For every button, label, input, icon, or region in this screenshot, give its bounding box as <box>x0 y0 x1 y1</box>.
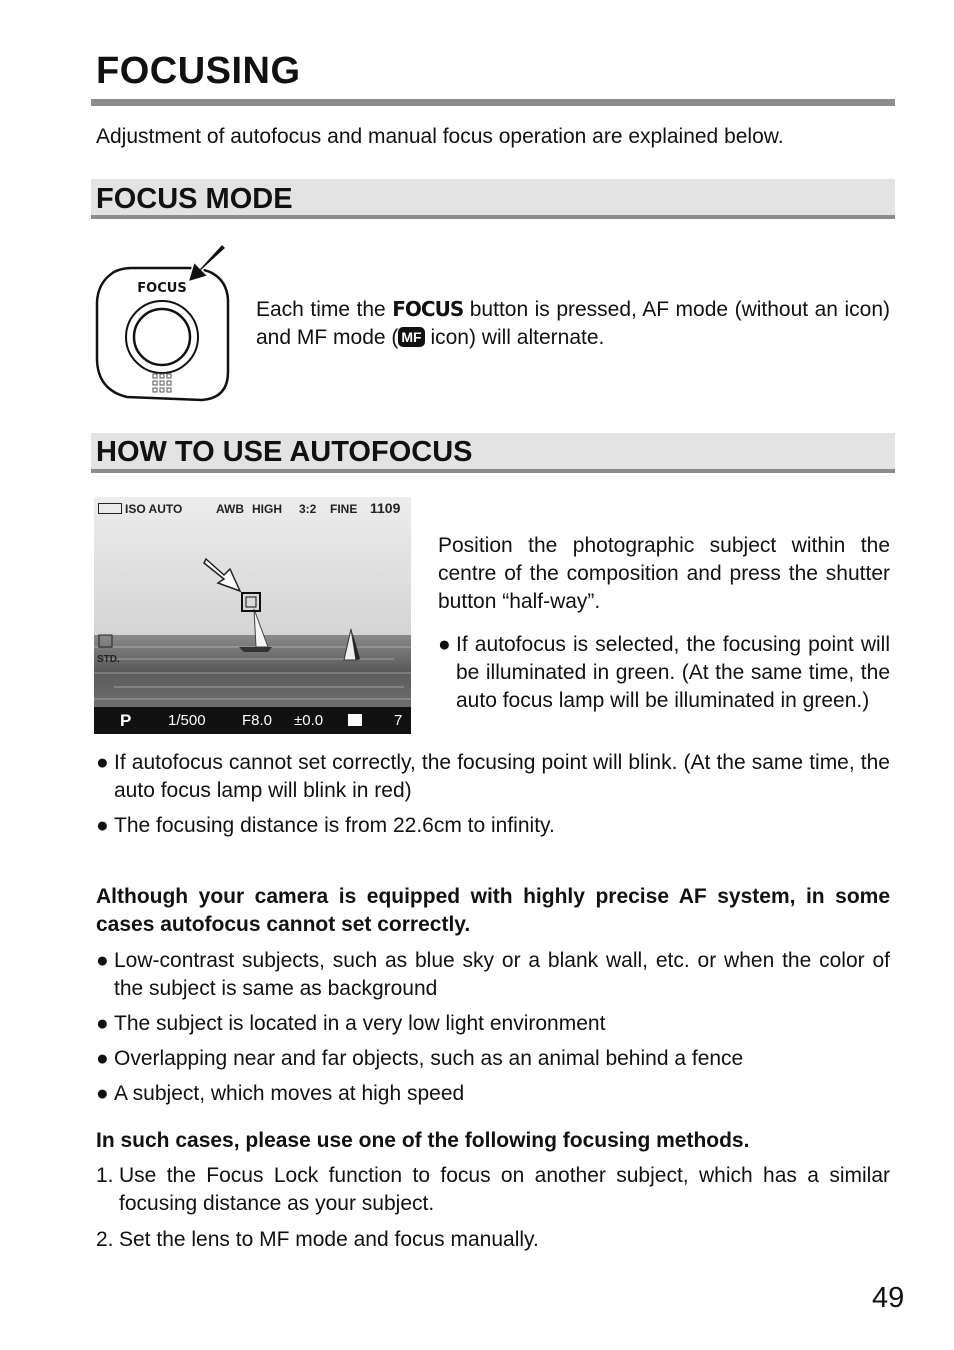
method-item: 1. Use the Focus Lock function to focus on another subject, which has a similar focusing distance as your subject. <box>96 1164 890 1215</box>
arrow-icon <box>188 244 226 282</box>
camera-lcd-illustration <box>94 497 411 734</box>
focus-button-illustration <box>92 240 234 405</box>
shooting-mode: P <box>120 711 132 730</box>
quality-indicator: HIGH <box>252 502 282 516</box>
mf-icon: MF <box>398 327 424 347</box>
position-text: Position the photographic subject within the centre of the composition and press the shutter button “half-way”. <box>438 534 890 613</box>
lcd-status-bottom <box>94 707 411 734</box>
method-item: 2. Set the lens to MF mode and focus manually. <box>96 1228 539 1251</box>
lcd-status-top <box>94 497 411 521</box>
list-item: ● The subject is located in a very low light environment <box>96 1012 606 1035</box>
page-title: FOCUSING <box>96 50 301 92</box>
awb-indicator: AWB <box>216 502 244 516</box>
ratio-indicator: 3:2 <box>299 502 317 516</box>
iso-indicator: ISO AUTO <box>125 502 183 516</box>
metering-icon <box>348 714 362 726</box>
list-item: ● Low-contrast subjects, such as blue sky or a blank wall, etc. or when the color of the subject is same as background <box>96 949 890 1000</box>
list-item: ● Overlapping near and far objects, such as an animal behind a fence <box>96 1047 744 1070</box>
fine-indicator: FINE <box>330 502 358 516</box>
autofocus-heading: HOW TO USE AUTOFOCUS <box>96 436 473 468</box>
std-indicator: STD. <box>97 654 120 665</box>
focus-mode-text: Each time the FOCUS button is pressed, AF mode (without an icon) and MF mode ( MF icon) will alternate. <box>256 297 890 349</box>
aperture-value: F8.0 <box>242 712 273 729</box>
frame-count: 7 <box>394 712 403 729</box>
af-warning: Although your camera is equipped with highly precise AF system, in some cases autofocus cannot set correctly. <box>96 885 890 936</box>
focus-word: FOCUS <box>392 297 464 321</box>
list-item: ● The focusing distance is from 22.6cm to infinity. <box>96 814 555 837</box>
intro-text: Adjustment of autofocus and manual focus operation are explained below. <box>96 125 784 148</box>
shutter-speed: 1/500 <box>168 712 206 729</box>
focus-button-label: FOCUS <box>137 281 187 296</box>
page-number: 49 <box>872 1282 905 1314</box>
focus-mode-heading: FOCUS MODE <box>96 183 293 215</box>
methods-heading: In such cases, please use one of the following focusing methods. <box>96 1129 750 1152</box>
battery-icon <box>98 503 122 514</box>
list-item: ● If autofocus cannot set correctly, the focusing point will blink. (At the same time, the auto focus lamp will blink in red) <box>96 751 890 802</box>
list-item: ● If autofocus is selected, the focusing point will be illuminated in green. (At the same time, the auto focus lamp will be illuminated in green.) <box>438 633 890 712</box>
exposure-comp: ±0.0 <box>294 712 324 729</box>
list-item: ● A subject, which moves at high speed <box>96 1082 465 1105</box>
title-rule <box>91 99 895 106</box>
shots-remaining: 1109 <box>370 500 401 516</box>
